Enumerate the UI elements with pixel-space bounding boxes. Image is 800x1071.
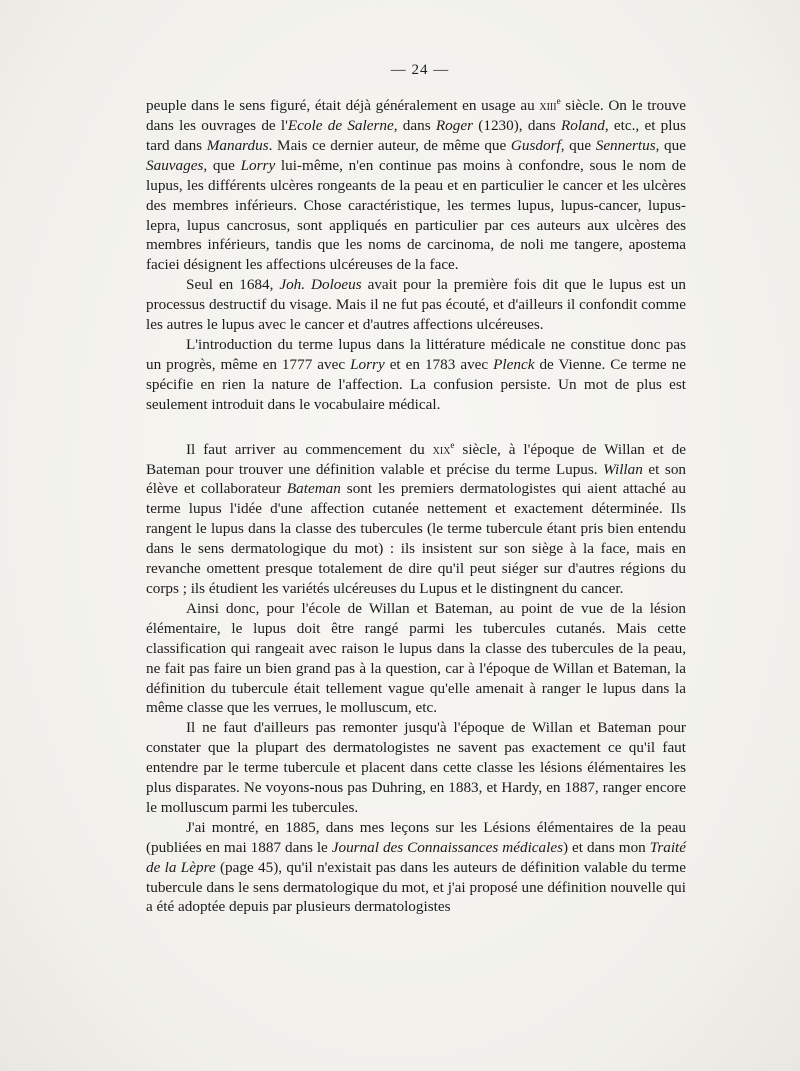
text-run: siècle, à l'époque de Willan et de Bateman pour trouver une définition valable et précise du terme Lupus. [146, 440, 687, 478]
text-run: , que [655, 136, 686, 154]
text-run: de Vienne. Ce terme ne spécifie en rien la nature de l'affection. La confusion persiste. Un mot de plus est seulement introduit dans le vocabulaire médical. [146, 355, 686, 413]
page-number: — 24 — [390, 62, 450, 78]
text-run: , que [203, 156, 241, 174]
superscript: e [450, 439, 455, 450]
text-run: et en 1783 avec [384, 355, 494, 373]
text-run: L'introduction du terme lupus dans la littérature médicale ne constitue donc pas un progrès, même en 1777 avec [146, 335, 686, 373]
superscript: e [556, 96, 561, 106]
italic-text: Manardus [206, 136, 269, 154]
text-run: ) et dans mon [563, 838, 650, 856]
text-run: (1230), dans [473, 116, 561, 134]
text-run: lui-même, n'en continue pas moins à confondre, sous le nom de lupus, les différents ulcères rongeants de la peau et en particulier le cancer et les ulcères des membres inférieurs. Chose caractéristique, les termes lupus, lupus-cancer, lupus-lepra, lupus cancrosus, sont appliqués en particulier par ces auteurs aux ulcères des membres inférieurs, tandis que les noms de carcinoma, de noli me tangere, apostema faciei désignent les affections ulcéreuses de la face. [146, 156, 686, 274]
roman-numeral: xiii [539, 98, 557, 114]
text-run: (page 45), qu'il n'existait pas dans les auteurs de définition valable du terme tubercule dans le sens dermatologique du mot, et j'ai proposé une définition nouvelle qui a été adoptée depuis par plusieurs dermatologistes [146, 858, 686, 916]
text-run: et son élève et collaborateur [146, 460, 687, 498]
italic-text: Traité de la Lèpre [146, 838, 687, 876]
italic-text: Bateman [286, 480, 341, 498]
italic-text: Lorry [350, 355, 385, 373]
italic-text: Joh. Doloeus [279, 276, 362, 294]
text-run: peuple dans le sens figuré, était déjà généralement en usage au [146, 97, 540, 115]
paragraph [146, 718, 686, 818]
text-run: , que [560, 136, 596, 154]
italic-text: Lorry [240, 156, 276, 174]
text-run: siècle. On le trouve dans les ouvrages de l' [146, 97, 686, 134]
text-run: sont les premiers dermatologistes qui aient attaché au terme lupus l'idée d'une affection cutanée nettement et exactement déterminée. Ils rangent le lupus dans la classe des tubercules (le terme tubercule étant pris bien entendu dans le sens dermatologique du mot) : ils insistent sur son siège à la face, mais en revanche omettent presque totalement de dire qu'il peut siéger sur d'autres régions du corps ; ils étudient les variétés ulcéreuses du Lupus et le distingnent du cancer. [146, 480, 686, 597]
italic-text: Journal des Connaissances médicales [331, 838, 563, 856]
paragraph [146, 335, 686, 415]
text-run: , dans [393, 116, 436, 134]
italic-text: Roger [435, 116, 474, 134]
italic-text: Gusdorf [510, 136, 561, 154]
italic-text: Roland [560, 116, 605, 134]
paragraph [146, 275, 686, 335]
body-text [146, 92, 686, 917]
paragraph [146, 92, 686, 275]
italic-text: Ecole de Salerne [287, 116, 394, 134]
italic-text: Plenck [493, 355, 535, 373]
paragraph [146, 818, 686, 918]
roman-numeral: xix [432, 441, 451, 457]
paragraph [146, 599, 686, 718]
text-run: , etc., et plus tard dans [146, 116, 686, 154]
text-run: avait pour la première fois dit que le lupus est un processus destructif du visage. Mais il ne fut pas écouté, et d'ailleurs il confondit comme les autres le lupus avec le cancer et d'autres affections ulcéreuses. [146, 276, 686, 334]
text-run: Il faut arriver au commencement du [186, 440, 433, 458]
italic-text: Willan [603, 460, 643, 478]
text-run: Seul en 1684, [186, 276, 280, 294]
text-run: J'ai montré, en 1885, dans mes leçons sur les Lésions élémentaires de la peau (publiées en mai 1887 dans le [146, 818, 686, 856]
paragraph [146, 436, 686, 599]
italic-text: Sauvages [146, 156, 204, 174]
text-run: Il ne faut d'ailleurs pas remonter jusqu'à l'époque de Willan et Bateman pour constater que la plupart des dermatologistes ne savent pas exactement ce qu'il faut entendre par le terme tubercule et placent dans cette classe les lésions élémentaires les plus disparates. Ne voyons-nous pas Duhring, en 1883, et Hardy, en 1887, ranger encore le molluscum parmi les tubercules. [146, 719, 686, 816]
text-run: . Mais ce dernier auteur, de même que [268, 136, 511, 154]
text-run: Ainsi donc, pour l'école de Willan et Bateman, au point de vue de la lésion élémentaire, le lupus doit être rangé parmi les tubercules cutanés. Mais cette classification qui rangeait avec raison le lupus dans la classe des tubercules de la peau, ne fait pas faire un bien grand pas à la question, car à l'époque de Willan et Bateman, la définition du tubercule était tellement vague qu'elle amenait à ranger le lupus dans la même classe que les verrues, le molluscum, etc. [146, 599, 686, 717]
italic-text: Sennertus [595, 136, 656, 154]
